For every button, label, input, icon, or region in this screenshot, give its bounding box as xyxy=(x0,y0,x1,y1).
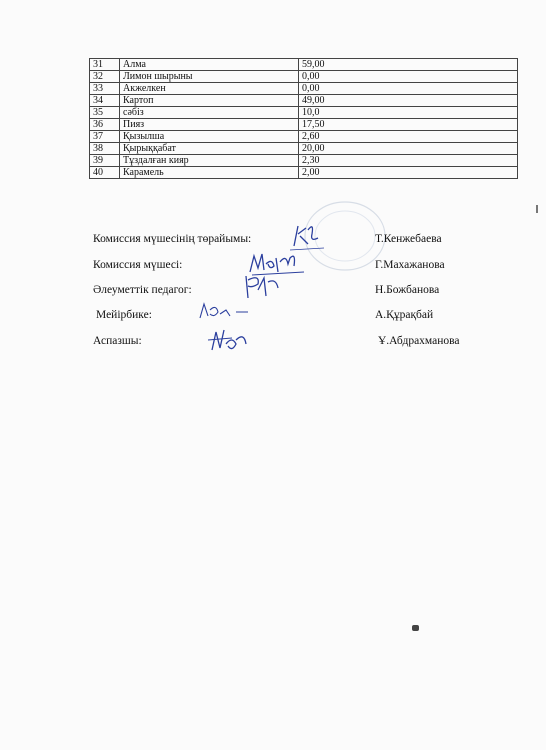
product-name: Қызылша xyxy=(120,131,299,143)
product-name: Тұздалған кияр xyxy=(120,155,299,167)
signature-scribble xyxy=(196,300,252,324)
signature-name: Ұ.Абдрахманова xyxy=(378,335,460,347)
signature-role: Мейірбике: xyxy=(96,309,152,321)
signature-role: Әлеуметтік педагог: xyxy=(93,284,192,296)
product-name: Қырыққабат xyxy=(120,143,299,155)
row-number: 36 xyxy=(90,119,120,131)
product-value: 2,00 xyxy=(299,167,518,179)
signature-name: Т.Кенжебаева xyxy=(375,233,442,245)
signature-role: Комиссия мүшесінің төрайымы: xyxy=(93,233,252,245)
product-value: 17,50 xyxy=(299,119,518,131)
row-number: 40 xyxy=(90,167,120,179)
row-number: 37 xyxy=(90,131,120,143)
row-number: 32 xyxy=(90,71,120,83)
product-value: 10,0 xyxy=(299,107,518,119)
product-name: Акжелкен xyxy=(120,83,299,95)
product-value: 2,60 xyxy=(299,131,518,143)
product-name: Алма xyxy=(120,59,299,71)
product-name: Картоп xyxy=(120,95,299,107)
product-name: Карамель xyxy=(120,167,299,179)
product-name: Лимон шырыны xyxy=(120,71,299,83)
row-number: 39 xyxy=(90,155,120,167)
signature-role: Комиссия мүшесі: xyxy=(93,259,183,271)
signature-name: Н.Божбанова xyxy=(375,284,440,296)
product-value: 0,00 xyxy=(299,71,518,83)
product-value: 59,00 xyxy=(299,59,518,71)
row-number: 35 xyxy=(90,107,120,119)
product-value: 0,00 xyxy=(299,83,518,95)
signature-name: Г.Махажанова xyxy=(375,259,445,271)
product-name: Пияз xyxy=(120,119,299,131)
product-value: 20,00 xyxy=(299,143,518,155)
product-value: 49,00 xyxy=(299,95,518,107)
row-number: 33 xyxy=(90,83,120,95)
row-number: 31 xyxy=(90,59,120,71)
row-number: 38 xyxy=(90,143,120,155)
signature-role: Аспазшы: xyxy=(93,335,142,347)
product-name: сәбіз xyxy=(120,107,299,119)
signature-scribble xyxy=(240,272,284,302)
signature-name: А.Құрақбай xyxy=(375,309,434,321)
signature-scribble xyxy=(206,326,252,356)
product-value: 2,30 xyxy=(299,155,518,167)
row-number: 34 xyxy=(90,95,120,107)
